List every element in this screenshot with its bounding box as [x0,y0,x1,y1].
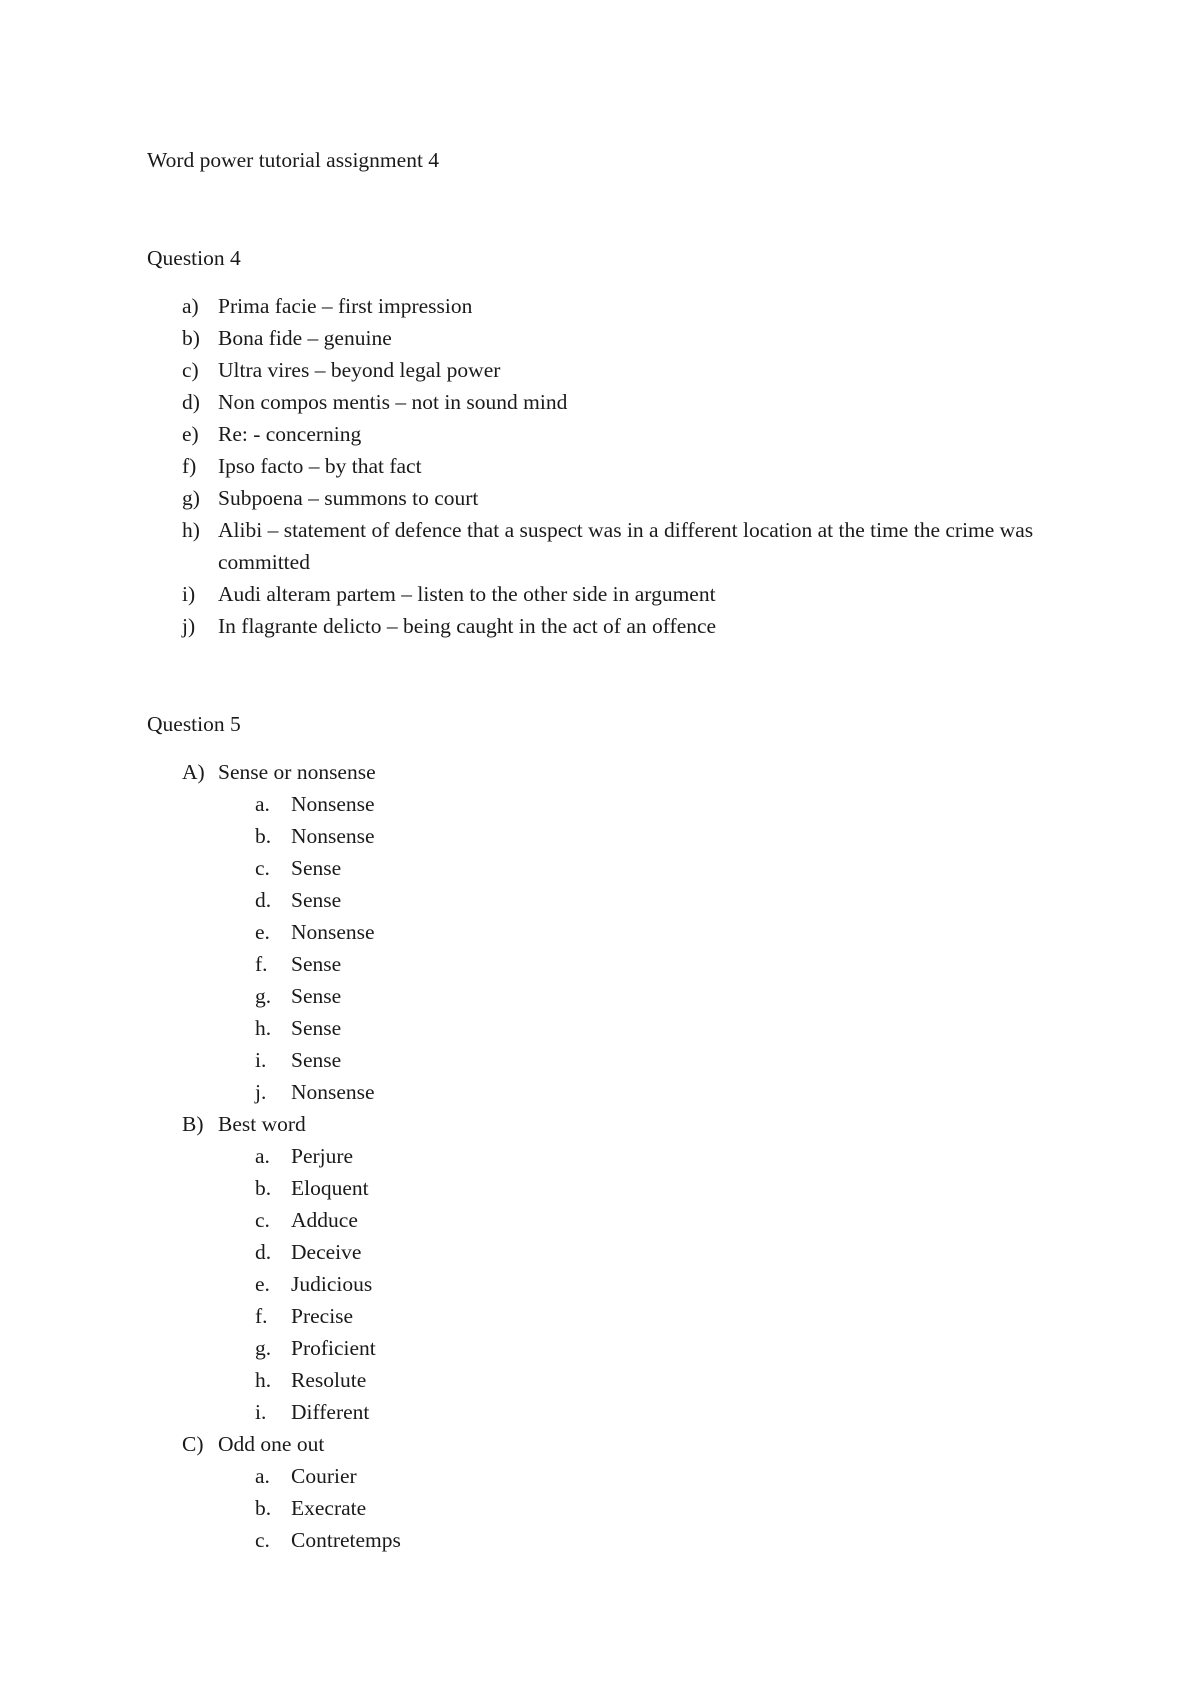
list-marker: h. [255,1368,272,1392]
list-marker: c. [255,856,270,880]
list-marker: a. [255,1144,270,1168]
list-item-text: Perjure [291,1144,354,1168]
list-item-text: Non compos mentis – not in sound mind [218,390,568,414]
list-marker: C) [182,1432,204,1456]
list-marker: g. [255,984,272,1008]
list-marker: A) [182,760,205,784]
list-item-text: Alibi – statement of defence that a suspect was in a different location at the time the crime was committed [218,518,1034,574]
list-marker: c. [255,1528,270,1552]
list-marker: a) [182,294,199,318]
list-marker: a. [255,1464,270,1488]
list-marker: j. [255,1080,267,1104]
list-item-text: Sense [291,1048,342,1072]
list-item-text: Ipso facto – by that fact [218,454,422,478]
document-title: Word power tutorial assignment 4 [147,148,440,172]
list-marker: j) [182,614,196,638]
list-item-text: Adduce [291,1208,358,1232]
list-item-text: Bona fide – genuine [218,326,392,350]
list-marker: b. [255,1176,272,1200]
question-5-heading: Question 5 [147,712,241,736]
section-label: Best word [218,1112,306,1136]
list-marker: h) [182,518,200,542]
list-item-text: Deceive [291,1240,362,1264]
list-item-text: Contretemps [291,1528,401,1552]
list-marker: b) [182,326,200,350]
list-marker: b. [255,1496,272,1520]
list-marker: f. [255,952,268,976]
list-item-text: Resolute [291,1368,367,1392]
list-marker: B) [182,1112,204,1136]
list-item-text: Nonsense [291,824,375,848]
section-label: Sense or nonsense [218,760,376,784]
list-item-text: Sense [291,856,342,880]
list-marker: b. [255,824,272,848]
list-marker: h. [255,1016,272,1040]
list-item-text: Courier [291,1464,357,1488]
list-marker: e. [255,1272,270,1296]
list-marker: f) [182,454,197,478]
list-marker: e. [255,920,270,944]
list-marker: f. [255,1304,268,1328]
list-marker: i. [255,1048,267,1072]
list-marker: i. [255,1400,267,1424]
list-item-text: Re: - concerning [218,422,362,446]
list-marker: e) [182,422,199,446]
list-item-text: Sense [291,984,342,1008]
list-item-text: Judicious [291,1272,373,1296]
list-marker: d. [255,1240,272,1264]
list-item-text: Different [291,1400,370,1424]
list-item-text: Nonsense [291,792,375,816]
list-item-text: Ultra vires – beyond legal power [218,358,501,382]
list-item-text: Nonsense [291,920,375,944]
list-item-text: Proficient [291,1336,376,1360]
list-marker: d) [182,390,200,414]
list-item-text: Sense [291,888,342,912]
section-label: Odd one out [218,1432,325,1456]
list-item-text: Subpoena – summons to court [218,486,479,510]
question-4-heading: Question 4 [147,246,241,270]
list-marker: c. [255,1208,270,1232]
list-item-text: Precise [291,1304,354,1328]
list-marker: a. [255,792,270,816]
list-item-text: Audi alteram partem – listen to the other side in argument [218,582,716,606]
list-item-text: Sense [291,1016,342,1040]
list-item-text: Nonsense [291,1080,375,1104]
list-marker: i) [182,582,196,606]
list-marker: g) [182,486,200,510]
list-item-text: Eloquent [291,1176,369,1200]
list-marker: g. [255,1336,272,1360]
list-marker: c) [182,358,199,382]
list-item-text: Prima facie – first impression [218,294,473,318]
list-item-text: In flagrante delicto – being caught in the act of an offence [218,614,717,638]
list-item-text: Sense [291,952,342,976]
list-marker: d. [255,888,272,912]
list-item-text: Execrate [291,1496,367,1520]
